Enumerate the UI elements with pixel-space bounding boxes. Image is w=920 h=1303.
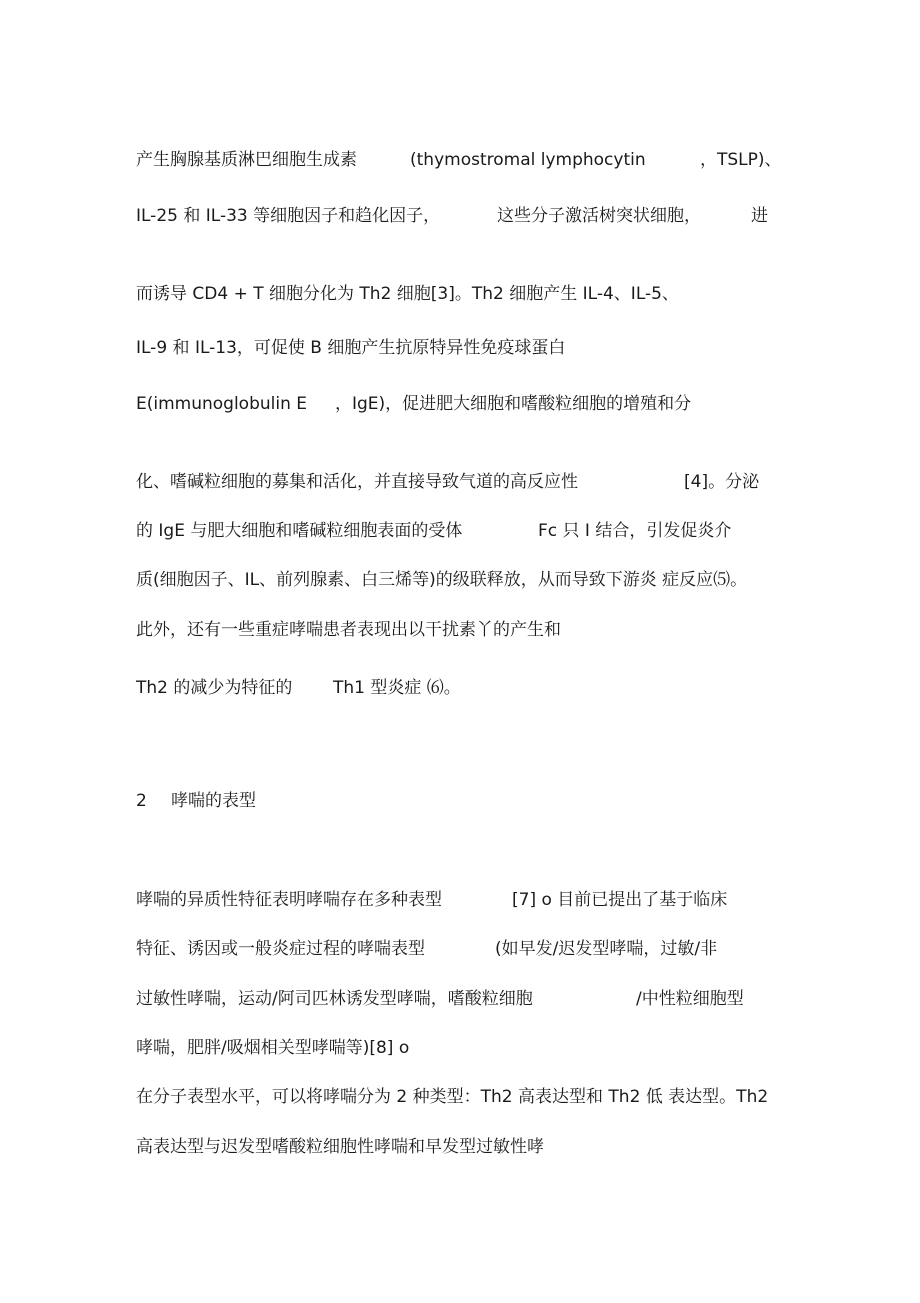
text-segment: 这些分子激活树突状细胞， <box>497 206 701 226</box>
text-segment: 的 IgE 与肥大细胞和嗜碱粒细胞表面的受体 <box>136 521 463 541</box>
text-segment: (thymostromal lymphocytin <box>410 150 646 170</box>
text-line <box>0 469 920 495</box>
text-segment: /中性粒细胞型 <box>636 989 744 1009</box>
text-segment: 产生胸腺基质淋巴细胞生成素 <box>136 150 357 170</box>
text-line <box>0 281 920 307</box>
text-segment: ，IgE)，促进肥大细胞和嗜酸粒细胞的增殖和分 <box>335 394 692 414</box>
text-segment: (如早发/迟发型哮喘，过敏/非 <box>495 939 718 959</box>
text-segment: 特征、诱因或一般炎症过程的哮喘表型 <box>136 939 425 959</box>
text-line <box>0 147 920 173</box>
section-title: 哮喘的表型 <box>171 791 256 811</box>
text-segment: 质(细胞因子、IL、前列腺素、白三烯等)的级联释放，从而导致下游炎 症反应⑸。 <box>136 570 748 590</box>
text-line <box>0 1035 920 1061</box>
section-number: 2 <box>136 791 147 811</box>
text-line <box>0 1084 920 1110</box>
text-segment: Fc 只 I 结合，引发促炎介 <box>538 521 732 541</box>
section-heading <box>0 788 920 814</box>
text-segment: 在分子表型水平，可以将哮喘分为 2 种类型：Th2 高表达型和 Th2 低 表达型。Th2 <box>136 1087 769 1107</box>
text-segment: 而诱导 CD4 + T 细胞分化为 Th2 细胞[3]。Th2 细胞产生 IL-4、IL-5、 <box>136 284 679 304</box>
text-segment: 哮喘的异质性特征表明哮喘存在多种表型 <box>136 890 442 910</box>
text-segment: E(immunoglobulin E <box>136 394 308 414</box>
text-segment: 高表达型与迟发型嗜酸粒细胞性哮喘和早发型过敏性哮 <box>136 1137 544 1157</box>
text-line <box>0 391 920 417</box>
text-line <box>0 617 920 643</box>
text-line <box>0 1134 920 1160</box>
text-line <box>0 203 920 229</box>
text-line <box>0 936 920 962</box>
text-line <box>0 335 920 361</box>
text-line <box>0 986 920 1012</box>
text-line <box>0 518 920 544</box>
text-line <box>0 567 920 593</box>
text-segment: 过敏性哮喘，运动/阿司匹林诱发型哮喘，嗜酸粒细胞 <box>136 989 533 1009</box>
text-segment: 化、嗜碱粒细胞的募集和活化，并直接导致气道的高反应性 <box>136 472 578 492</box>
text-segment: 哮喘，肥胖/吸烟相关型哮喘等)[8] o <box>136 1038 410 1058</box>
text-segment: 进 <box>751 206 768 226</box>
text-segment: ，TSLP)、 <box>700 150 782 170</box>
text-segment: IL-9 和 IL-13，可促使 B 细胞产生抗原特异性免疫球蛋白 <box>136 338 566 358</box>
text-segment: [7] o 目前已提出了基于临床 <box>512 890 728 910</box>
text-segment: 此外，还有一些重症哮喘患者表现出以干扰素丫的产生和 <box>136 620 561 640</box>
text-line <box>0 887 920 913</box>
text-segment: [4]。分泌 <box>684 472 760 492</box>
text-segment: Th1 型炎症 ⑹。 <box>333 678 461 698</box>
text-line <box>0 675 920 701</box>
text-segment: Th2 的减少为特征的 <box>136 678 293 698</box>
text-segment: IL-25 和 IL-33 等细胞因子和趋化因子， <box>136 206 441 226</box>
